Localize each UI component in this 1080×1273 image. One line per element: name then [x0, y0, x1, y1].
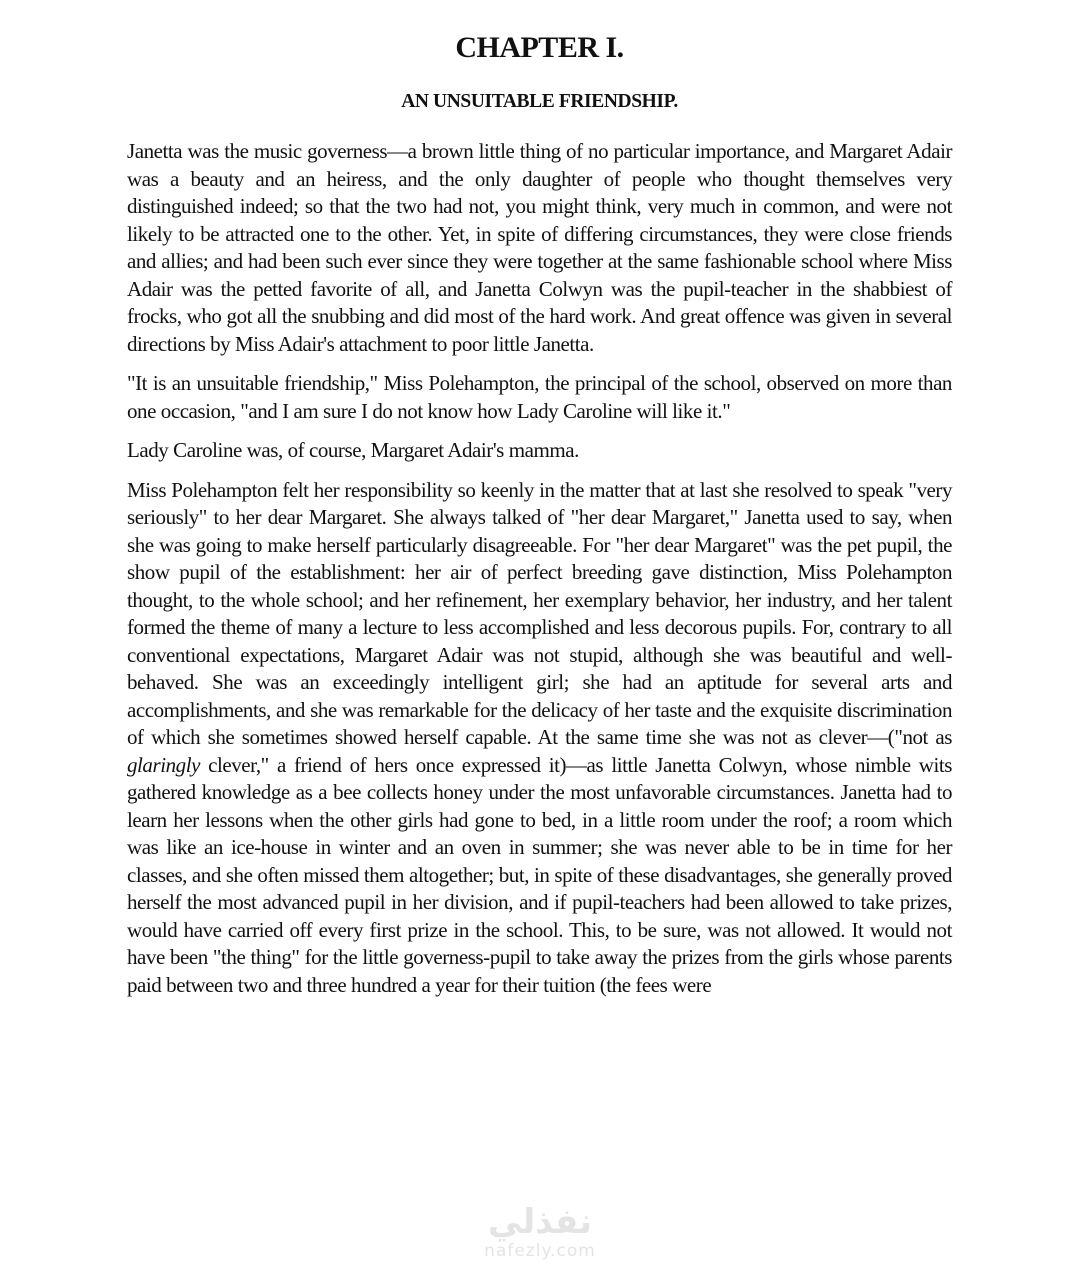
paragraph-4-text-b: clever," a friend of hers once expressed it)—as little Janetta Colwyn, whose nimble wits gathered knowledge as a bee collects honey under the most unfavorable circumstances. Janetta had to learn her lessons when the other girls had gone to bed, in a little room under the roof; a room which was like an ice-house in winter and an oven in summer; she was never able to be in time for her classes, and she often missed them altogether; but, in spite of these disadvantages, she generally proved herself the most advanced pupil in her division, and if pupil-teachers had been allowed to take prizes, would have carried off every first prize in the school. This, to be sure, was not allowed. It would not have been "the thing" for the little governess-pupil to take away the prizes from the girls whose parents paid between two and three hundred a year for their tuition (the fees were — [127, 752, 952, 997]
paragraph-3: Lady Caroline was, of course, Margaret Adair's mamma. — [127, 438, 579, 462]
paragraph-1: Janetta was the music governess—a brown little thing of no particular importance, and Margaret Adair was a beauty and an heiress, and the only daughter of people who thought themselves very distinguished indeed; so that the two had not, you might think, very much in common, and were not likely to be attracted one to the other. Yet, in spite of differing circumstances, they were close friends and allies; and had been such ever since they were together at the same fashionable school where Miss Adair was the petted favorite of all, and Janetta Colwyn was the pupil-teacher in the shabbiest of frocks, who got all the snubbing and did most of the hard work. And great offence was given in several directions by Miss Adair's attachment to poor little Janetta. — [127, 139, 952, 356]
watermark-url-text: nafezly.com — [484, 1241, 596, 1261]
watermark-arabic-text: نفذلي — [487, 1202, 593, 1242]
italic-emphasis: glaringly — [127, 752, 200, 777]
chapter-title: CHAPTER I. — [455, 31, 624, 64]
paragraph-4-text-a: Miss Polehampton felt her responsibility so keenly in the matter that at last she resolved to speak "very seriously" to her dear Margaret. She always talked of "her dear Margaret," Janetta used to say, when she was going to make herself particularly disagreeable. For "her dear Margaret" was the pet pupil, the show pupil of the establishment: her air of perfect breeding gave distinction, Miss Polehampton thought, to the whole school; and her refinement, her exemplary behavior, her industry, and her talent formed the theme of many a lecture to less accomplished and less decorous pupils. For, contrary to all conventional expectations, Margaret Adair was not stupid, although she was beautiful and well-behaved. She was an exceedingly intelligent girl; she had an aptitude for several arts and accomplishments, and she was remarkable for the delicacy of her taste and the exquisite discrimination of which she sometimes showed herself capable. At the same time she was not as clever—("not as — [127, 477, 952, 749]
book-page — [127, 0, 952, 1011]
chapter-subtitle: AN UNSUITABLE FRIENDSHIP. — [401, 91, 678, 112]
paragraph-2: "It is an unsuitable friendship," Miss Polehampton, the principal of the school, observed on more than one occasion, "and I am sure I do not know how Lady Caroline will like it." — [127, 371, 952, 423]
watermark-logo — [0, 1203, 1080, 1261]
paragraph-4 — [127, 477, 952, 1000]
chapter-body — [127, 138, 952, 999]
